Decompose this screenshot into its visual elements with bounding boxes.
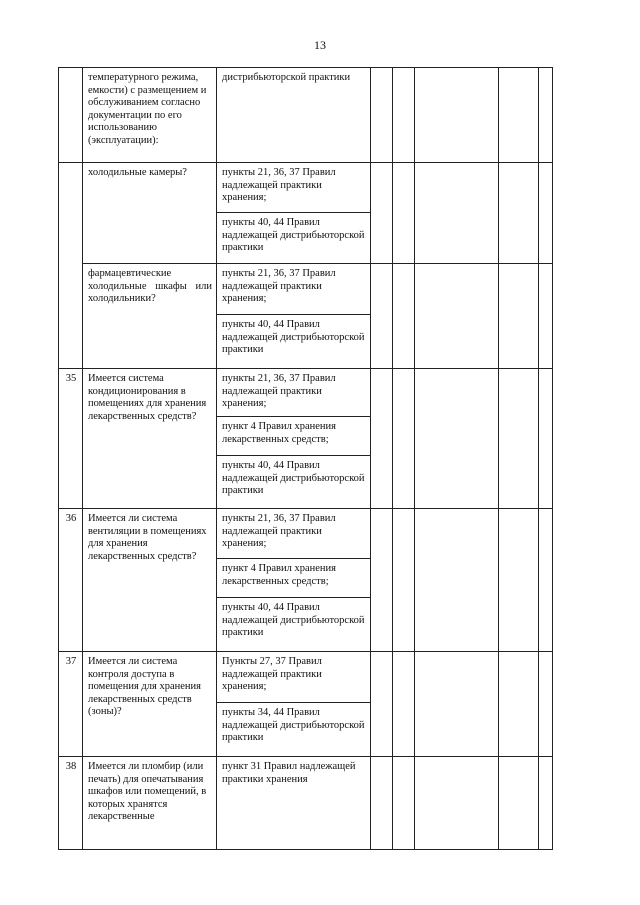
answer-cell [499, 68, 539, 163]
item-number: 37 [59, 652, 83, 757]
reference-cell: Пункты 27, 37 Правил надлежащей практики хранения; [217, 652, 371, 703]
page-number: 13 [314, 38, 326, 52]
answer-cell [539, 68, 553, 163]
answer-cell [393, 369, 415, 509]
answer-cell [371, 68, 393, 163]
question-cell: Имеется ли система вентиляции в помещениях для хранения лекарственных средств? [83, 509, 217, 652]
reference-cell: дистрибьюторской практики [217, 68, 371, 163]
question-cell: Имеется ли пломбир (или печать) для опечатывания шкафов или помещений, в которых хранятся лекарственные [83, 757, 217, 850]
item-number [59, 163, 83, 369]
answer-cell [393, 652, 415, 757]
checklist-table [58, 67, 553, 850]
answer-cell [499, 369, 539, 509]
table-row [59, 369, 553, 417]
answer-cell [371, 163, 393, 264]
item-number: 35 [59, 369, 83, 509]
reference-cell: пункты 40, 44 Правил надлежащей дистрибьюторской практики [217, 456, 371, 509]
answer-cell [393, 509, 415, 652]
question-cell: Имеется система кондиционирования в помещениях для хранения лекарственных средств? [83, 369, 217, 509]
reference-cell: пункты 21, 36, 37 Правил надлежащей практики хранения; [217, 509, 371, 559]
answer-cell [499, 163, 539, 264]
answer-cell [415, 163, 499, 264]
answer-cell [539, 757, 553, 850]
answer-cell [393, 163, 415, 264]
table-row [59, 68, 553, 163]
table-row [59, 652, 553, 703]
question-cell: температурного режима, емкости) с размещением и обслуживанием согласно документации по его использованию (эксплуатации): [83, 68, 217, 163]
answer-cell [539, 652, 553, 757]
reference-cell: пункты 40, 44 Правил надлежащей дистрибьюторской практики [217, 598, 371, 652]
answer-cell [499, 509, 539, 652]
table-row [59, 509, 553, 559]
answer-cell [371, 509, 393, 652]
reference-cell: пункты 40, 44 Правил надлежащей дистрибьюторской практики [217, 315, 371, 369]
item-number: 36 [59, 509, 83, 652]
answer-cell [415, 652, 499, 757]
answer-cell [371, 757, 393, 850]
item-number: 38 [59, 757, 83, 850]
answer-cell [393, 68, 415, 163]
reference-cell: пункты 21, 36, 37 Правил надлежащей практики хранения; [217, 369, 371, 417]
item-number [59, 68, 83, 163]
answer-cell [539, 163, 553, 264]
reference-cell: пункты 21, 36, 37 Правил надлежащей практики хранения; [217, 163, 371, 213]
answer-cell [371, 369, 393, 509]
table-row [59, 264, 553, 315]
table-row [59, 163, 553, 213]
answer-cell [499, 757, 539, 850]
reference-cell: пункт 31 Правил надлежащей практики хранения [217, 757, 371, 850]
question-cell: фармацевтические холодильные шкафы или холодильники? [83, 264, 217, 369]
answer-cell [539, 369, 553, 509]
reference-cell: пункты 21, 36, 37 Правил надлежащей практики хранения; [217, 264, 371, 315]
reference-cell: пункты 34, 44 Правил надлежащей дистрибьюторской практики [217, 703, 371, 757]
answer-cell [415, 369, 499, 509]
answer-cell [499, 652, 539, 757]
question-cell: Имеется ли система контроля доступа в помещения для хранения лекарственных средств (зоны)? [83, 652, 217, 757]
answer-cell [539, 509, 553, 652]
question-cell: холодильные камеры? [83, 163, 217, 264]
answer-cell [499, 264, 539, 369]
answer-cell [371, 264, 393, 369]
table-row [59, 757, 553, 850]
answer-cell [393, 264, 415, 369]
reference-cell: пункт 4 Правил хранения лекарственных средств; [217, 559, 371, 598]
answer-cell [415, 757, 499, 850]
reference-cell: пункты 40, 44 Правил надлежащей дистрибьюторской практики [217, 213, 371, 264]
answer-cell [393, 757, 415, 850]
answer-cell [371, 652, 393, 757]
reference-cell: пункт 4 Правил хранения лекарственных средств; [217, 417, 371, 456]
answer-cell [539, 264, 553, 369]
answer-cell [415, 264, 499, 369]
answer-cell [415, 68, 499, 163]
answer-cell [415, 509, 499, 652]
